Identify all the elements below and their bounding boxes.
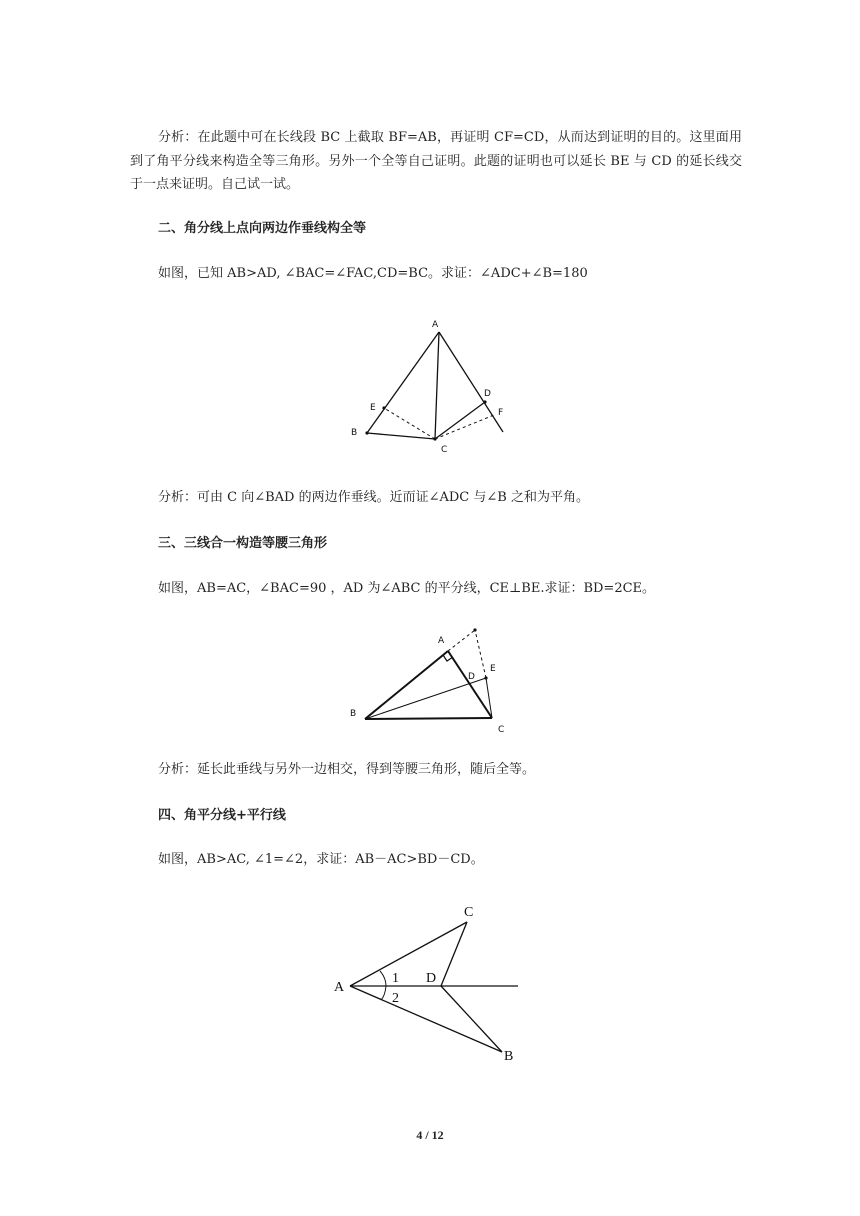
- section-2-heading: 二、角分线上点向两边作垂线构全等: [158, 221, 367, 236]
- label-A: A: [432, 320, 439, 330]
- label-E: E: [490, 664, 496, 674]
- section-2-problem: 如图，已知 AB>AD, ∠BAC=∠FAC,CD=BC。求证：∠ADC+∠B=180: [158, 266, 588, 281]
- section-2-analysis: 分析：可由 C 向∠BAD 的两边作垂线。近而证∠ADC 与∠B 之和为平角。: [158, 490, 589, 505]
- label-C: C: [441, 445, 448, 455]
- section-3-analysis: 分析：延长此垂线与另外一边相交，得到等腰三角形，随后全等。: [158, 762, 536, 777]
- label-A: A: [334, 980, 345, 995]
- figure-2-diagram: [340, 316, 520, 460]
- section-4-problem: 如图，AB>AC, ∠1=∠2，求证：AB－AC>BD－CD。: [158, 852, 484, 867]
- label-B: B: [504, 1049, 514, 1064]
- label-D: D: [484, 389, 491, 399]
- label-B: B: [350, 709, 357, 719]
- section-3-heading: 三、三线合一构造等腰三角形: [158, 536, 328, 551]
- label-angle-1: 1: [392, 971, 399, 986]
- page-number: 4 / 12: [416, 1128, 444, 1142]
- label-F: F: [498, 408, 504, 418]
- label-D: D: [426, 971, 437, 986]
- label-A: A: [438, 636, 445, 646]
- section-4-heading: 四、角平分线+平行线: [158, 808, 286, 823]
- label-E: E: [370, 403, 376, 413]
- figure-4-diagram: [330, 898, 530, 1074]
- label-D: D: [468, 672, 475, 682]
- label-C: C: [498, 725, 505, 735]
- label-angle-2: 2: [392, 991, 399, 1006]
- section-3-problem: 如图，AB=AC，∠BAC=90 ，AD 为∠ABC 的平分线，CE⊥BE.求证：BD=2CE。: [158, 581, 656, 596]
- label-B: B: [351, 428, 358, 438]
- label-C: C: [464, 905, 474, 920]
- analysis-paragraph-1: 分析：在此题中可在长线段 BC 上截取 BF=AB，再证明 CF=CD，从而达到证明的目的。这里面用到了角平分线来构造全等三角形。另外一个全等自己证明。此题的证明也可以延长 BE 与 CD 的延长线交于一点来证明。自己试一试。: [130, 130, 742, 192]
- figure-3-diagram: [340, 624, 520, 736]
